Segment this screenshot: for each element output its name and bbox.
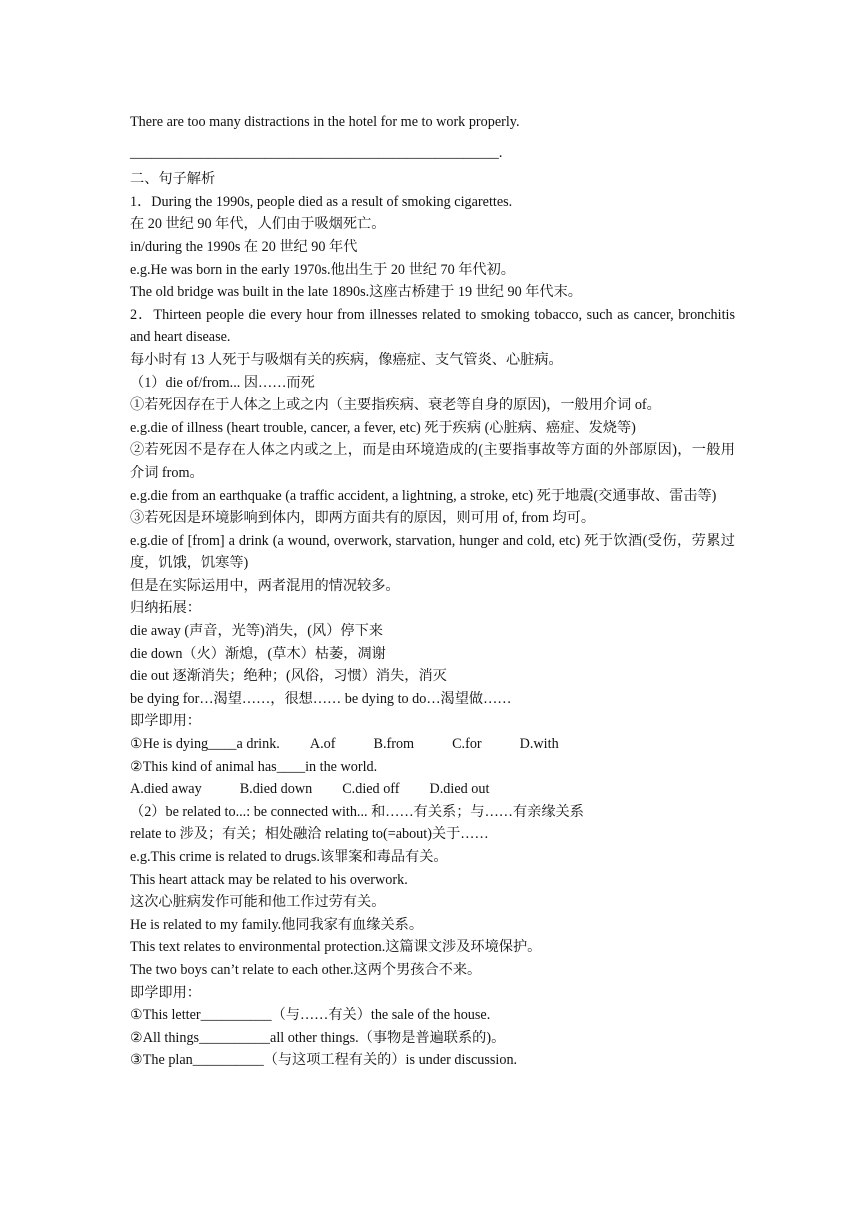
sentence-2-translation: 每小时有 13 人死于与吸烟有关的疾病，像癌症、支气管炎、心脏病。 [130, 351, 563, 368]
example-sentence: He is related to my family.他同我家有血缘关系。 [130, 916, 424, 933]
example-translation: 这次心脏病发作可能和他工作过劳有关。 [130, 894, 386, 911]
quiz-question-text: ①He is dying____a drink. [130, 736, 280, 753]
phrase-item: die out 逐渐消失；绝种；(风俗，习惯）消失，消灭 [130, 668, 447, 685]
exercise-sentence: There are too many distractions in the hotel for me to work properly. [130, 114, 520, 130]
fill-blank-item: ②All things__________all other things.（事物是普遍联系的)。 [130, 1029, 506, 1046]
example-sentence: e.g.He was born in the early 1970s.他出生于 20 世纪 70 年代初。 [130, 261, 515, 278]
sentence-2: 2．Thirteen people die every hour from illnesses related to smoking tobacco, such as cancer, bronchitis and heart disease. [130, 306, 735, 346]
note-text: 但是在实际运用中，两者混用的情况较多。 [130, 577, 400, 594]
example-sentence: The two boys can’t relate to each other.这两个男孩合不来。 [130, 961, 482, 978]
quiz-option-a: A.died away [130, 781, 202, 798]
fill-blank-item: ①This letter__________（与……有关）the sale of the house. [130, 1007, 491, 1024]
document-body [130, 111, 735, 1072]
example-sentence: This text relates to environmental protection.这篇课文涉及环境保护。 [130, 939, 542, 956]
example-sentence: e.g.This crime is related to drugs.该罪案和毒品有关。 [130, 849, 448, 865]
subheading-be-related-to: （2）be related to...: be connected with... 和……有关系；与……有亲缘关系 [130, 803, 584, 820]
quiz-option-c: C.died off [342, 781, 400, 798]
subheading-die-of-from: （1）die of/from... 因……而死 [130, 374, 315, 391]
quiz-options-2 [130, 778, 735, 801]
quiz-option-d: D.died out [429, 781, 490, 798]
sentence-1: 1．During the 1990s, people died as a result of smoking cigarettes. [130, 193, 513, 210]
quiz-option-d: D.with [519, 736, 559, 753]
rule-point: ②若死因不是存在人体之内或之上，而是由环境造成的(主要指事故等方面的外部原因)，一般用介词 from。 [130, 442, 735, 481]
fill-blank-item: ③The plan__________（与这项工程有关的）is under discussion. [130, 1052, 518, 1069]
example-sentence: e.g.die of illness (heart trouble, cancer, a fever, etc) 死于疾病 (心脏病、癌症、发烧等) [130, 419, 636, 436]
example-sentence: e.g.die of [from] a drink (a wound, overwork, starvation, hunger and cold, etc) 死于饮酒(受伤，劳累过度，饥饿，饥寒等) [130, 532, 735, 572]
rule-point: ①若死因存在于人体之上或之内（主要指疾病、衰老等自身的原因)，一般用介词 of。 [130, 397, 661, 414]
sentence-1-translation: 在 20 世纪 90 年代，人们由于吸烟死亡。 [130, 216, 386, 233]
rule-point: ③若死因是环境影响到体内，即两方面共有的原因，则可用 of, from 均可。 [130, 510, 596, 527]
quiz-option-c: C.for [452, 736, 482, 753]
quiz-question-2: ②This kind of animal has____in the world. [130, 758, 378, 775]
phrase-item: die away (声音，光等)消失，(风）停下来 [130, 623, 383, 640]
answer-blank-line: ____________________________________________________. [130, 144, 503, 161]
phrase-note: relate to 涉及；有关；相处融洽 relating to(=about)关于…… [130, 826, 489, 843]
example-sentence: This heart attack may be related to his overwork. [130, 871, 408, 888]
quiz-option-a: A.of [309, 736, 336, 753]
expansion-heading: 归纳拓展： [130, 600, 201, 617]
section-heading: 二、句子解析 [130, 171, 216, 188]
practice-heading: 即学即用： [130, 984, 201, 1001]
quiz-question-1 [130, 733, 735, 756]
practice-heading: 即学即用： [130, 713, 201, 730]
quiz-option-b: B.died down [239, 781, 313, 798]
phrase-item: be dying for…渴望……，很想…… be dying to do…渴望做…… [130, 690, 512, 707]
example-sentence: e.g.die from an earthquake (a traffic accident, a lightning, a stroke, etc) 死于地震(交通事故、雷击等) [130, 487, 717, 504]
example-sentence: The old bridge was built in the late 1890s.这座古桥建于 19 世纪 90 年代末。 [130, 284, 582, 301]
phrase-item: die down（火）渐熄，(草木）枯萎，凋谢 [130, 645, 386, 662]
phrase-note: in/during the 1990s 在 20 世纪 90 年代 [130, 238, 358, 255]
quiz-option-b: B.from [373, 736, 415, 753]
